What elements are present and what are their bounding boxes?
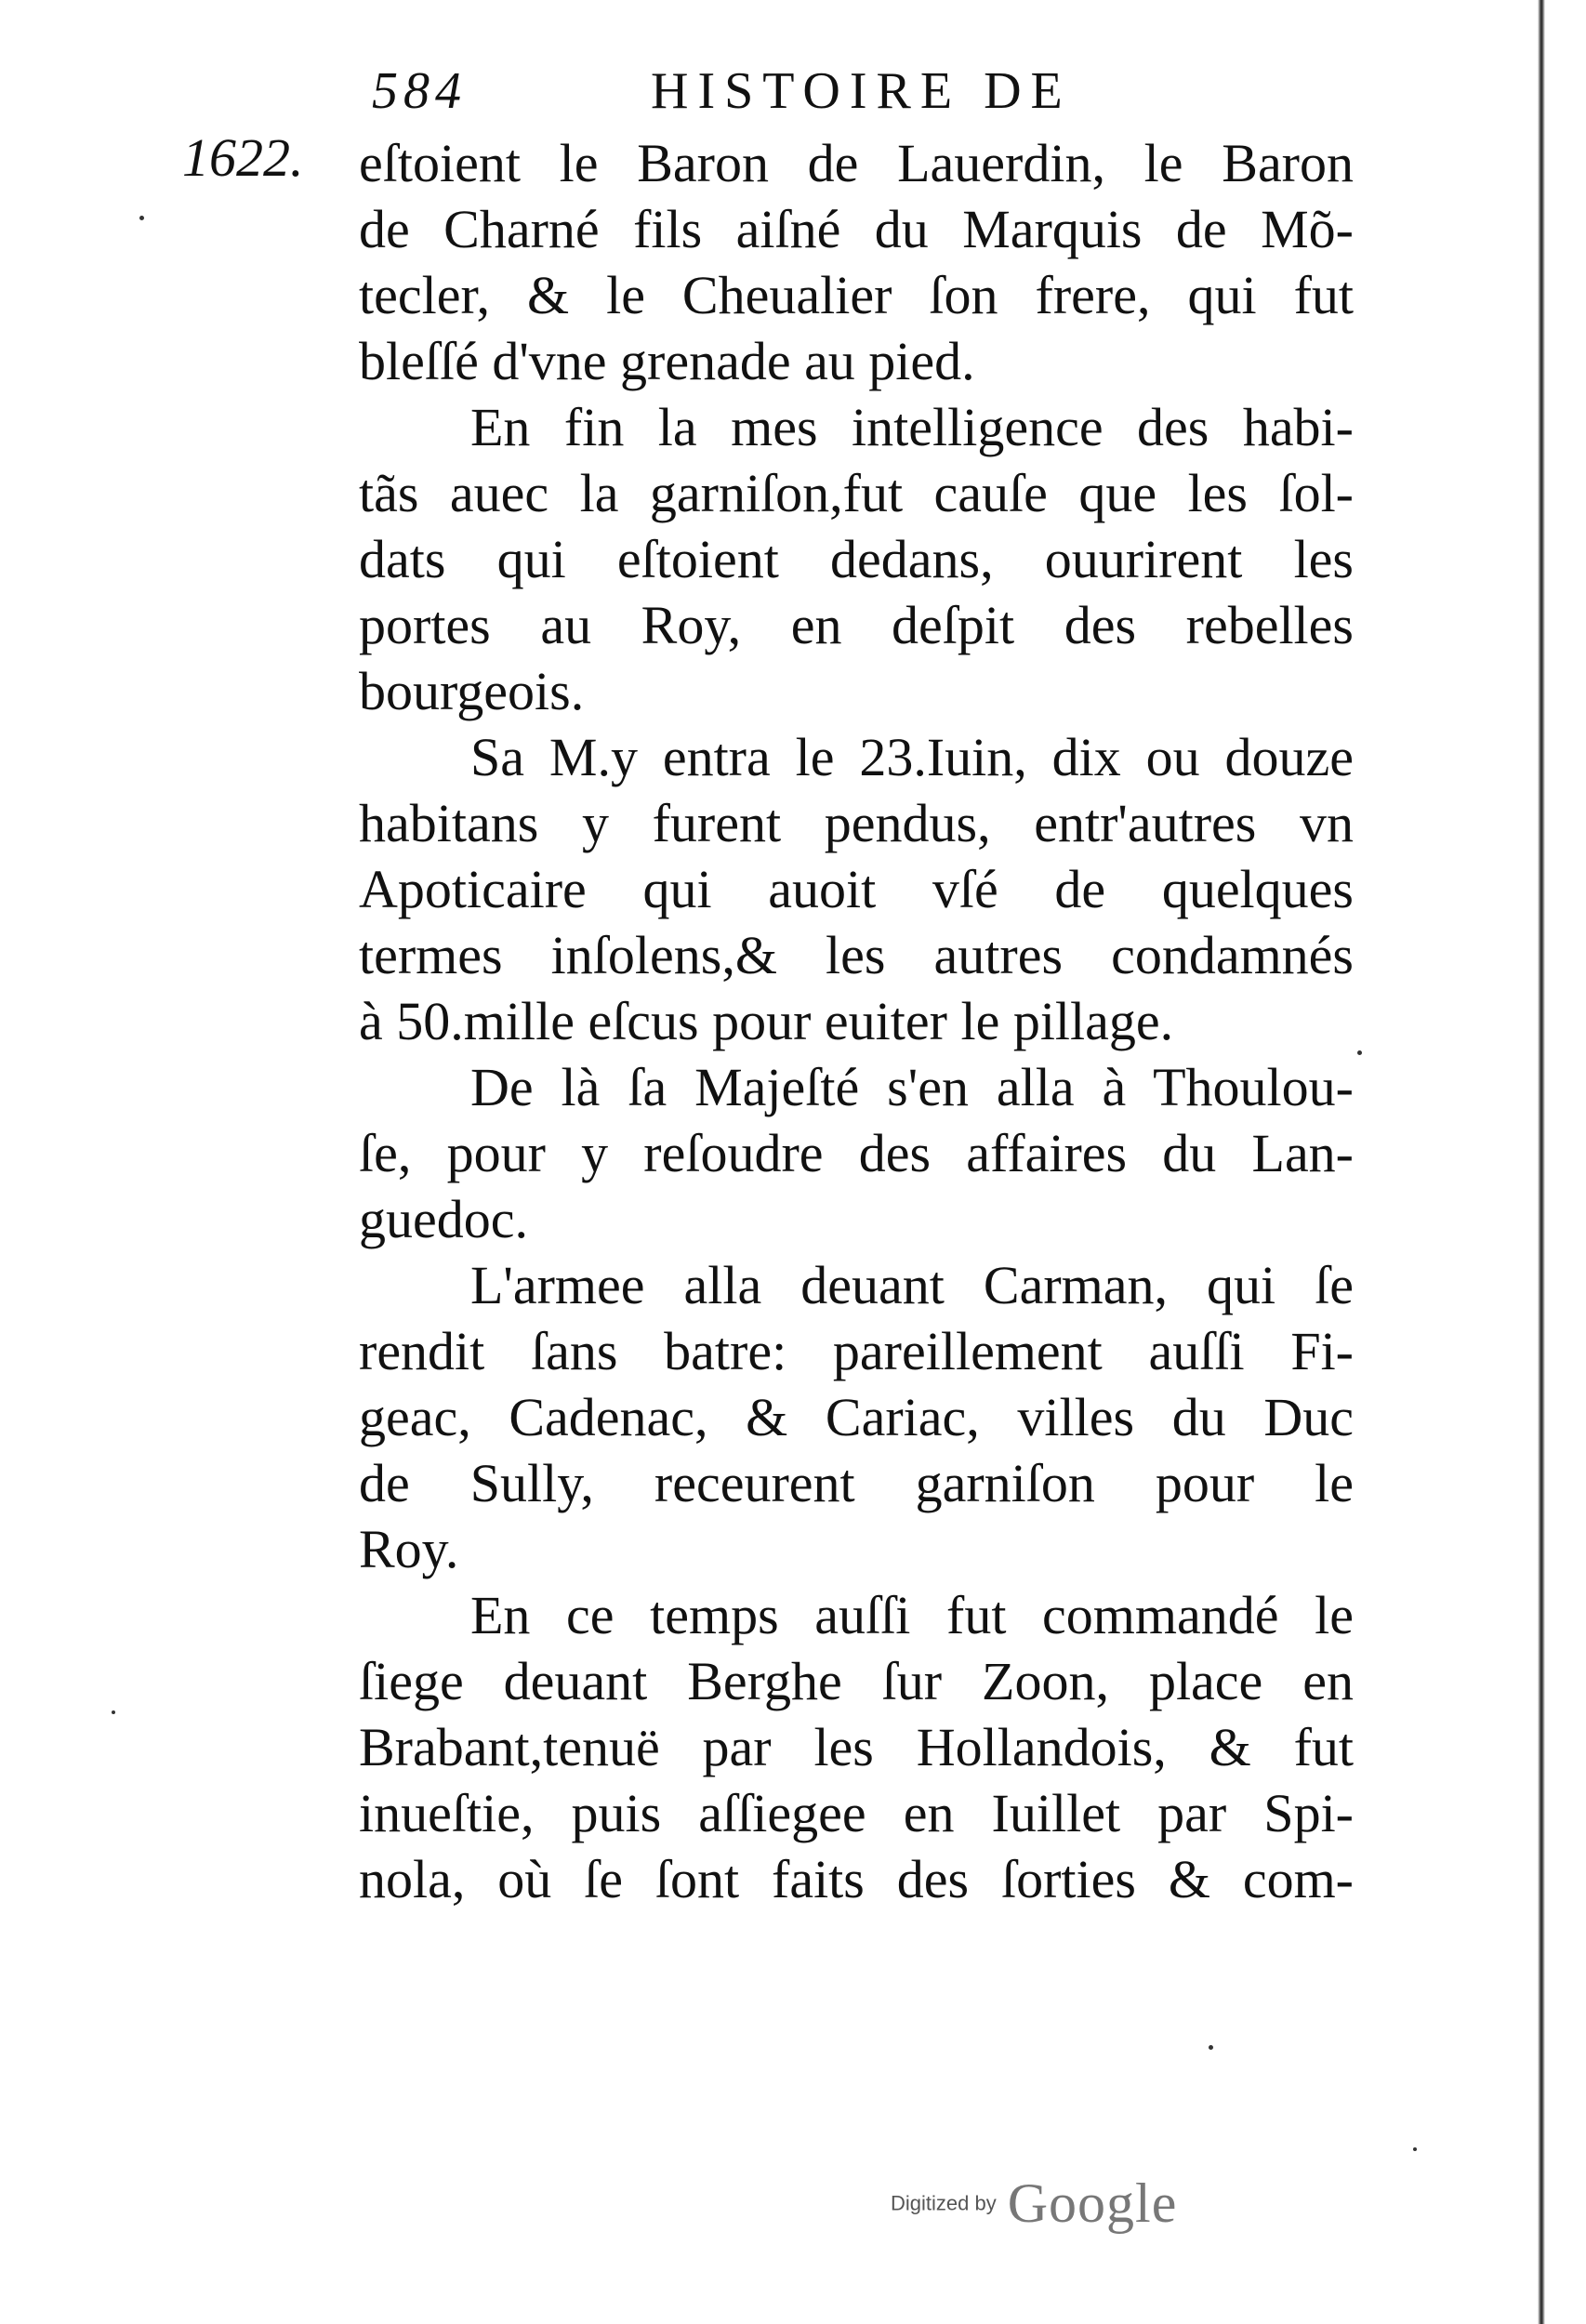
text-line: nola, où ſe ſont faits des ſorties & com- (359, 1849, 1354, 1909)
page-number: 584 (372, 62, 467, 120)
scan-speck (1357, 1050, 1362, 1055)
text-line: En ce temps auſſi fut commandé le (470, 1585, 1354, 1645)
text-line: de Sully, receurent garniſon pour le (359, 1453, 1354, 1513)
text-line: ſiege deuant Berghe ſur Zoon, place en (359, 1651, 1354, 1711)
text-line: Sa M.y entra le 23.Iuin, dix ou douze (470, 727, 1354, 787)
text-line: Brabant,tenuë par les Hollandois, & fut (359, 1717, 1354, 1777)
text-line: eſtoient le Baron de Lauerdin, le Baron (359, 133, 1354, 193)
scan-speck (139, 216, 144, 220)
running-head (372, 61, 1209, 136)
google-logo: Google (1007, 2172, 1178, 2234)
page-edge-shadow (1538, 0, 1545, 2324)
text-line: à 50.mille eſcus pour euiter le pillage. (359, 991, 1174, 1051)
text-line: tecler, & le Cheualier ſon frere, qui fut (359, 265, 1354, 325)
text-line: geac, Cadenac, & Cariac, villes du Duc (359, 1387, 1354, 1447)
page-margin-right (1547, 0, 1586, 2324)
scan-speck (1413, 2147, 1417, 2151)
margin-year: 1622. (182, 127, 304, 188)
text-line: guedoc. (359, 1189, 528, 1249)
text-line: bleſſé d'vne grenade au pied. (359, 331, 975, 391)
text-line: de Charné fils aiſné du Marquis de Mõ- (359, 199, 1354, 259)
google-watermark (891, 2172, 1177, 2246)
text-line: Roy. (359, 1519, 459, 1579)
text-line: bourgeois. (359, 661, 585, 721)
text-line: portes au Roy, en deſpit des rebelles (359, 595, 1354, 655)
watermark-prefix: Digitized by (891, 2191, 997, 2215)
scan-speck (112, 1710, 115, 1714)
text-line: habitans y furent pendus, entr'autres vn (359, 793, 1354, 853)
text-line: rendit ſans batre: pareillement auſſi Fi- (359, 1321, 1354, 1381)
text-line: L'armee alla deuant Carman, qui ſe (470, 1255, 1354, 1315)
text-line: Apoticaire qui auoit vſé de quelques (359, 859, 1354, 919)
text-line: En fin la mes intelligence des habi- (470, 397, 1354, 457)
text-line: tãs auec la garniſon,fut cauſe que les ſol- (359, 463, 1354, 523)
body-text (359, 130, 1354, 1912)
text-line: dats qui eſtoient dedans, ouurirent les (359, 529, 1354, 589)
text-line: ſe, pour y reſoudre des affaires du Lan- (359, 1123, 1354, 1183)
text-line: termes inſolens,& les autres condamnés (359, 925, 1354, 985)
running-title: HISTOIRE DE (651, 62, 1072, 120)
text-line: De là ſa Majeſté s'en alla à Thoulou- (470, 1057, 1354, 1117)
scan-speck (1209, 2045, 1213, 2050)
text-line: inueſtie, puis aſſiegee en Iuillet par Spi- (359, 1783, 1354, 1843)
